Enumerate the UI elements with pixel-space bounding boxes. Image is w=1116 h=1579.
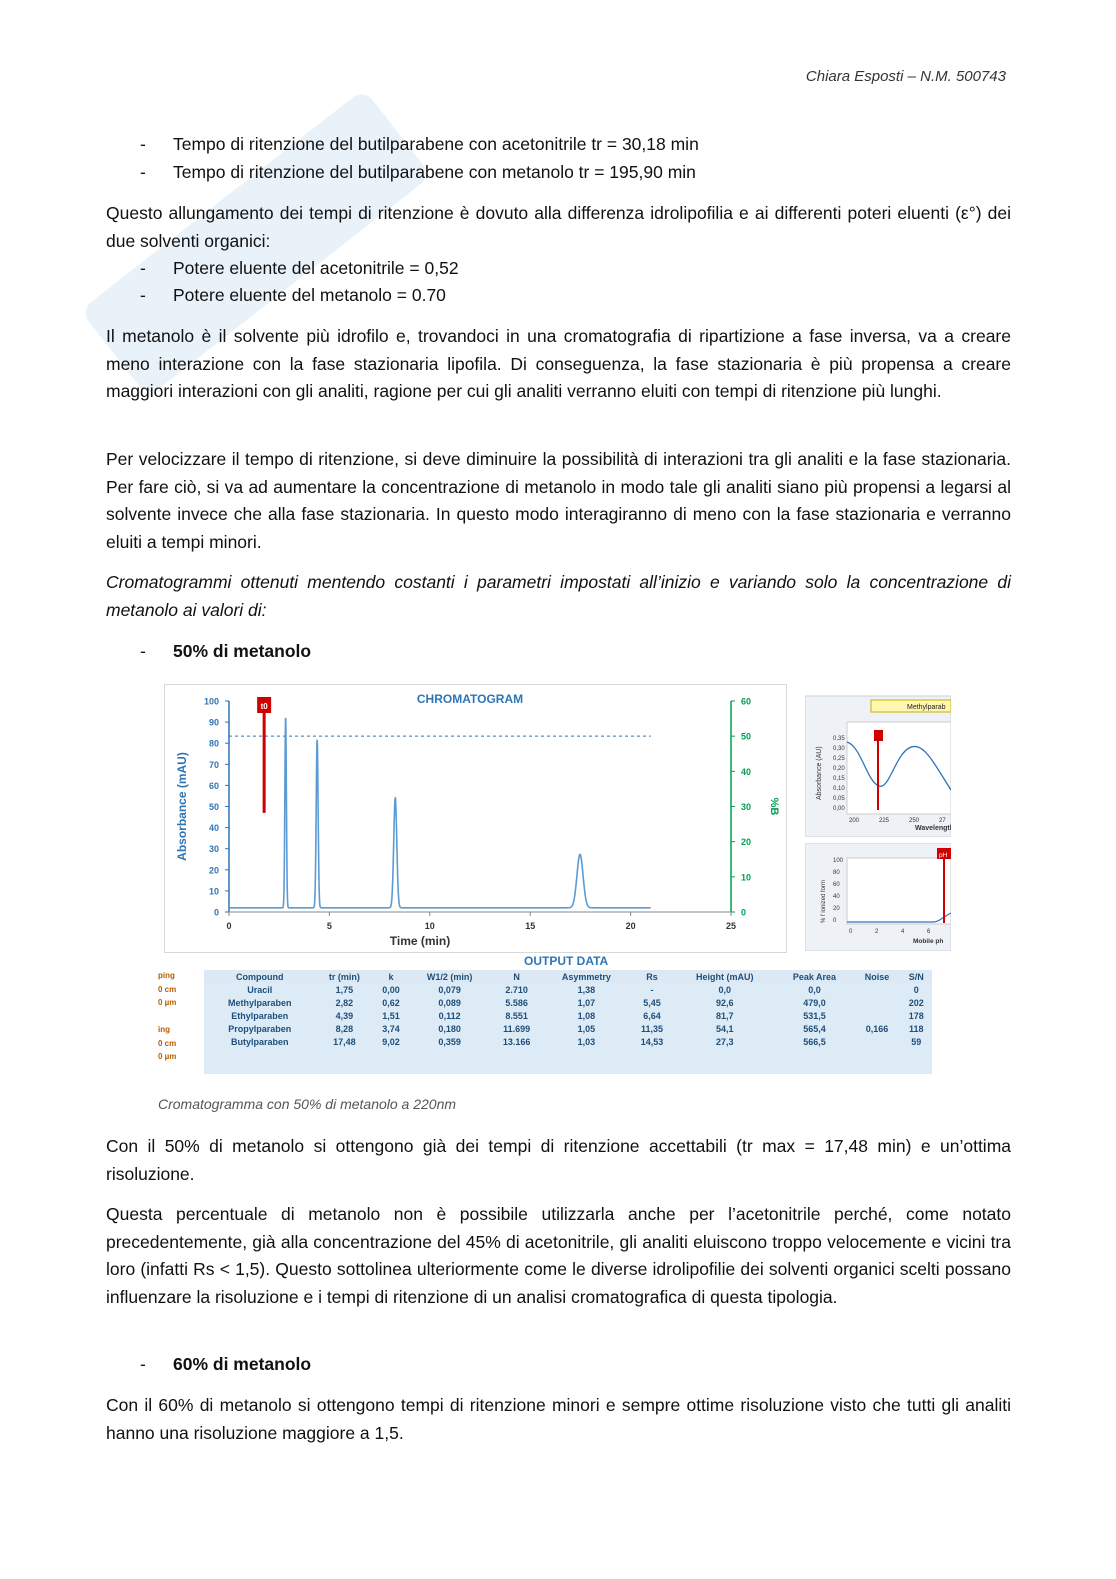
- table-cell: [901, 1048, 933, 1061]
- side-label: 0 µm: [158, 1052, 177, 1061]
- table-cell: [204, 1061, 315, 1074]
- table-cell: Butylparaben: [204, 1035, 315, 1048]
- y-tick-label: 70: [208, 759, 219, 770]
- paragraph-6: Questa percentuale di metanolo non è possibile utilizzarla anche per l’acetonitrile perché, come notato precedentemente, già alla concentrazione del 45% di acetonitrile, gli analiti eluiscono troppo velocemente e vicini tra loro (infatti Rs < 1,5). Questo sottolinea ulteriormente come le diverse idrolipofilie dei solventi organici scelti possano influenzare la risoluzione e i tempi di ritenzione di un analisi cromatografica di questa tipologia.: [106, 1204, 1011, 1307]
- table-cell: 565,4: [775, 1022, 853, 1035]
- table-row: [204, 1022, 932, 1035]
- page-header-author: Chiara Esposti – N.M. 500743: [805, 68, 1006, 85]
- table-cell: 9,02: [373, 1035, 409, 1048]
- spectrum-y-label: Absorbance (AU): [816, 746, 823, 800]
- table-cell: 11,35: [630, 1022, 674, 1035]
- table-cell: 0,0: [775, 983, 853, 996]
- table-cell: [853, 1061, 900, 1074]
- table-cell: 0,079: [409, 983, 491, 996]
- output-side-labels: [158, 971, 192, 1066]
- table-cell: 0,62: [373, 996, 409, 1009]
- table-row: [204, 996, 932, 1009]
- spectrum-x-tick: 200: [849, 818, 860, 824]
- output-data-table: [204, 970, 932, 1074]
- ion-x-tick: 2: [875, 929, 879, 935]
- y2-tick-label: 10: [741, 872, 752, 883]
- bullet-eluent-acetonitrile: - Potere eluente del acetonitrile = 0,52: [140, 258, 459, 278]
- table-cell: [543, 1061, 631, 1074]
- x-tick-label: 20: [625, 921, 636, 931]
- table-cell: [674, 1048, 776, 1061]
- bullet-rt-acetonitrile: - Tempo di ritenzione del butilparabene con acetonitrile tr = 30,18 min: [140, 134, 699, 154]
- output-data-title: OUTPUT DATA: [524, 954, 609, 968]
- x-tick-label: 10: [424, 921, 435, 931]
- ion-x-tick: 4: [901, 929, 905, 935]
- spectrum-x-label: Wavelength: [915, 825, 951, 832]
- table-cell: [409, 1061, 491, 1074]
- table-cell: 0,112: [409, 1009, 491, 1022]
- y2-tick-label: 40: [741, 766, 752, 777]
- table-cell: 8.551: [491, 1009, 543, 1022]
- table-cell: Uracil: [204, 983, 315, 996]
- y2-tick-label: 20: [741, 837, 752, 848]
- ph-marker-label: pH: [939, 852, 948, 859]
- spectrum-panel: [805, 682, 951, 837]
- table-cell: 0: [901, 983, 933, 996]
- table-cell: 2,82: [315, 996, 373, 1009]
- table-cell: 1,51: [373, 1009, 409, 1022]
- table-cell: 1,07: [543, 996, 631, 1009]
- chromatogram-panel: [164, 684, 787, 953]
- table-cell: -: [630, 983, 674, 996]
- table-header-cell: Asymmetry: [543, 970, 631, 983]
- table-cell: [853, 1009, 900, 1022]
- table-cell: [543, 1048, 631, 1061]
- table-cell: 5.586: [491, 996, 543, 1009]
- side-label: ing: [158, 1025, 170, 1034]
- table-cell: 202: [901, 996, 933, 1009]
- table-header-cell: Compound: [204, 970, 315, 983]
- y2-axis-label: %B: [768, 797, 780, 816]
- side-label: ping: [158, 971, 175, 980]
- y-axis-label: Absorbance (mAU): [175, 752, 189, 861]
- table-row: [204, 1035, 932, 1048]
- ion-x-tick: 0: [849, 929, 853, 935]
- x-tick-label: 0: [226, 921, 232, 931]
- paragraph-1: Questo allungamento dei tempi di ritenzione è dovuto alla differenza idrolipofilia e ai differenti poteri eluenti (ε°) dei due solventi organici:: [106, 203, 1011, 251]
- ion-y-tick: 20: [833, 906, 840, 912]
- paragraph-5: Con il 50% di metanolo si ottengono già dei tempi di ritenzione accettabili (tr max = 17,48 min) e un’ottima risoluzione.: [106, 1136, 1011, 1184]
- y-tick-label: 40: [208, 823, 219, 834]
- x-tick-label: 25: [725, 921, 737, 931]
- ion-y-tick: 0: [833, 918, 837, 924]
- table-cell: 1,08: [543, 1009, 631, 1022]
- y-tick-label: 90: [208, 717, 219, 728]
- y-tick-label: 0: [213, 907, 219, 918]
- table-cell: 13.166: [491, 1035, 543, 1048]
- table-cell: 4,39: [315, 1009, 373, 1022]
- table-header-cell: Rs: [630, 970, 674, 983]
- table-cell: [315, 1061, 373, 1074]
- table-header-cell: W1/2 (min): [409, 970, 491, 983]
- bullet-rt-metanolo: - Tempo di ritenzione del butilparabene con metanolo tr = 195,90 min: [140, 162, 696, 182]
- table-cell: 0,089: [409, 996, 491, 1009]
- paragraph-7: Con il 60% di metanolo si ottengono tempi di ritenzione minori e sempre ottime risoluzione visto che tutti gli analiti hanno una risoluzione maggiore a 1,5.: [106, 1395, 1011, 1443]
- ion-x-label: Mobile ph: [913, 938, 944, 945]
- table-cell: 3,74: [373, 1022, 409, 1035]
- table-cell: 0,180: [409, 1022, 491, 1035]
- table-row: [204, 983, 932, 996]
- ion-y-tick: 60: [833, 882, 840, 888]
- table-cell: [674, 1061, 776, 1074]
- section-heading-50: - 50% di metanolo: [140, 641, 312, 661]
- table-cell: [630, 1048, 674, 1061]
- table-cell: 27,3: [674, 1035, 776, 1048]
- side-label: 0 cm: [158, 984, 177, 994]
- spectrum-y-tick: 0,20: [833, 766, 845, 772]
- table-cell: 54,1: [674, 1022, 776, 1035]
- table-cell: 6,64: [630, 1009, 674, 1022]
- table-cell: 2.710: [491, 983, 543, 996]
- table-cell: [901, 1061, 933, 1074]
- ion-y-tick: 80: [833, 870, 840, 876]
- table-cell: 8,28: [315, 1022, 373, 1035]
- table-header-cell: Height (mAU): [674, 970, 776, 983]
- table-header-cell: N: [491, 970, 543, 983]
- table-cell: [775, 1061, 853, 1074]
- chart-title: CHROMATOGRAM: [416, 692, 524, 706]
- spectrum-x-tick: 27: [939, 818, 946, 824]
- x-tick-label: 15: [525, 921, 536, 931]
- y2-tick-label: 60: [741, 696, 752, 707]
- table-cell: [315, 1048, 373, 1061]
- output-data-panel: [158, 954, 948, 1082]
- spectrum-y-tick: 0,35: [833, 736, 845, 742]
- paragraph-4: Cromatogrammi ottenuti mentendo costanti i parametri impostati all’inizio e variando solo la concentrazione di metanolo ai valori di:: [106, 572, 1011, 620]
- table-cell: [853, 983, 900, 996]
- y-tick-label: 100: [203, 696, 219, 707]
- ion-y-tick: 100: [833, 858, 844, 864]
- table-cell: Propylparaben: [204, 1022, 315, 1035]
- table-cell: 566,5: [775, 1035, 853, 1048]
- table-cell: 479,0: [775, 996, 853, 1009]
- table-cell: [491, 1061, 543, 1074]
- y-tick-label: 30: [208, 844, 219, 855]
- table-cell: 81,7: [674, 1009, 776, 1022]
- table-cell: 1,03: [543, 1035, 631, 1048]
- ionization-panel: [805, 843, 951, 951]
- x-axis-label: Time (min): [389, 934, 451, 948]
- table-cell: 118: [901, 1022, 933, 1035]
- table-cell: [373, 1048, 409, 1061]
- table-cell: 1,05: [543, 1022, 631, 1035]
- spectrum-y-tick: 0,10: [833, 786, 845, 792]
- table-row-empty: [204, 1061, 932, 1074]
- spectrum-y-tick: 0,30: [833, 746, 845, 752]
- table-header-cell: tr (min): [315, 970, 373, 983]
- y-tick-label: 50: [208, 802, 219, 812]
- chromatogram-chart: [165, 685, 786, 952]
- table-cell: [373, 1061, 409, 1074]
- bullet-eluent-metanolo: - Potere eluente del metanolo = 0.70: [140, 285, 446, 305]
- table-cell: 59: [901, 1035, 933, 1048]
- table-cell: 11.699: [491, 1022, 543, 1035]
- y2-tick-label: 30: [741, 802, 752, 812]
- table-header-cell: S/N: [901, 970, 933, 983]
- table-cell: [853, 1035, 900, 1048]
- y2-tick-label: 50: [741, 731, 752, 742]
- table-cell: [491, 1048, 543, 1061]
- figure-caption: Cromatogramma con 50% di metanolo a 220nm: [158, 1096, 457, 1112]
- y-tick-label: 60: [208, 780, 219, 791]
- paragraph-3: Per velocizzare il tempo di ritenzione, si deve diminuire la possibilità di interazioni tra gli analiti e la fase stazionaria. Per fare ciò, si va ad aumentare la concentrazione di metanolo in modo tale gli analiti siano più propensi a legarsi al solvente invece che alla fase stazionaria. In questo modo interagiranno di meno con la fase stazionaria e verranno eluiti a tempi minori.: [106, 449, 1011, 552]
- spectrum-y-tick: 0,25: [833, 756, 845, 762]
- table-cell: 0,359: [409, 1035, 491, 1048]
- table-cell: 531,5: [775, 1009, 853, 1022]
- table-cell: 5,45: [630, 996, 674, 1009]
- table-row-empty: [204, 1048, 932, 1061]
- table-cell: 14,53: [630, 1035, 674, 1048]
- ion-x-tick: 6: [927, 929, 931, 935]
- table-cell: 178: [901, 1009, 933, 1022]
- table-cell: [853, 1048, 900, 1061]
- chromatogram-trace: [229, 718, 651, 908]
- table-cell: 17,48: [315, 1035, 373, 1048]
- y-tick-label: 10: [208, 886, 219, 897]
- table-cell: [853, 996, 900, 1009]
- table-header-cell: k: [373, 970, 409, 983]
- y-tick-label: 20: [208, 865, 219, 876]
- table-header-cell: Peak Area: [775, 970, 853, 983]
- t0-marker-label: t0: [260, 702, 268, 711]
- spectrum-x-tick: 225: [879, 818, 890, 824]
- spectrum-x-tick: 250: [909, 818, 920, 824]
- ion-y-tick: 40: [833, 894, 840, 900]
- side-label: 0 µm: [158, 998, 177, 1007]
- table-cell: [630, 1061, 674, 1074]
- spectrum-y-tick: 0,00: [833, 806, 845, 812]
- table-cell: 1,38: [543, 983, 631, 996]
- table-cell: [775, 1048, 853, 1061]
- table-cell: 0,166: [853, 1022, 900, 1035]
- table-cell: 1,75: [315, 983, 373, 996]
- side-label: [158, 1012, 192, 1026]
- y-tick-label: 80: [208, 738, 219, 749]
- table-cell: [204, 1048, 315, 1061]
- ion-y-label: % f ionized form: [821, 879, 827, 923]
- section-heading-60: - 60% di metanolo: [140, 1354, 312, 1374]
- side-label: 0 cm: [158, 1038, 177, 1048]
- table-cell: 0,0: [674, 983, 776, 996]
- table-header-cell: Noise: [853, 970, 900, 983]
- table-row: [204, 1009, 932, 1022]
- spectrum-y-tick: 0,15: [833, 776, 845, 782]
- paragraph-2: Il metanolo è il solvente più idrofilo e, trovandoci in una cromatografia di ripartizione a fase inversa, va a creare meno interazione con la fase stazionaria lipofila. Di conseguenza, la fase stazionaria è più propensa a creare maggiori interazioni con gli analiti, ragione per cui gli analiti verranno eluiti con tempi di ritenzione più lunghi.: [106, 326, 1011, 401]
- table-cell: 92,6: [674, 996, 776, 1009]
- x-tick-label: 5: [326, 921, 332, 931]
- table-cell: 0,00: [373, 983, 409, 996]
- table-cell: Ethylparaben: [204, 1009, 315, 1022]
- y2-tick-label: 0: [741, 907, 747, 918]
- table-cell: [409, 1048, 491, 1061]
- table-cell: Methylparaben: [204, 996, 315, 1009]
- compound-tab-label: Methylparab: [907, 704, 946, 711]
- spectrum-y-tick: 0,05: [833, 796, 845, 802]
